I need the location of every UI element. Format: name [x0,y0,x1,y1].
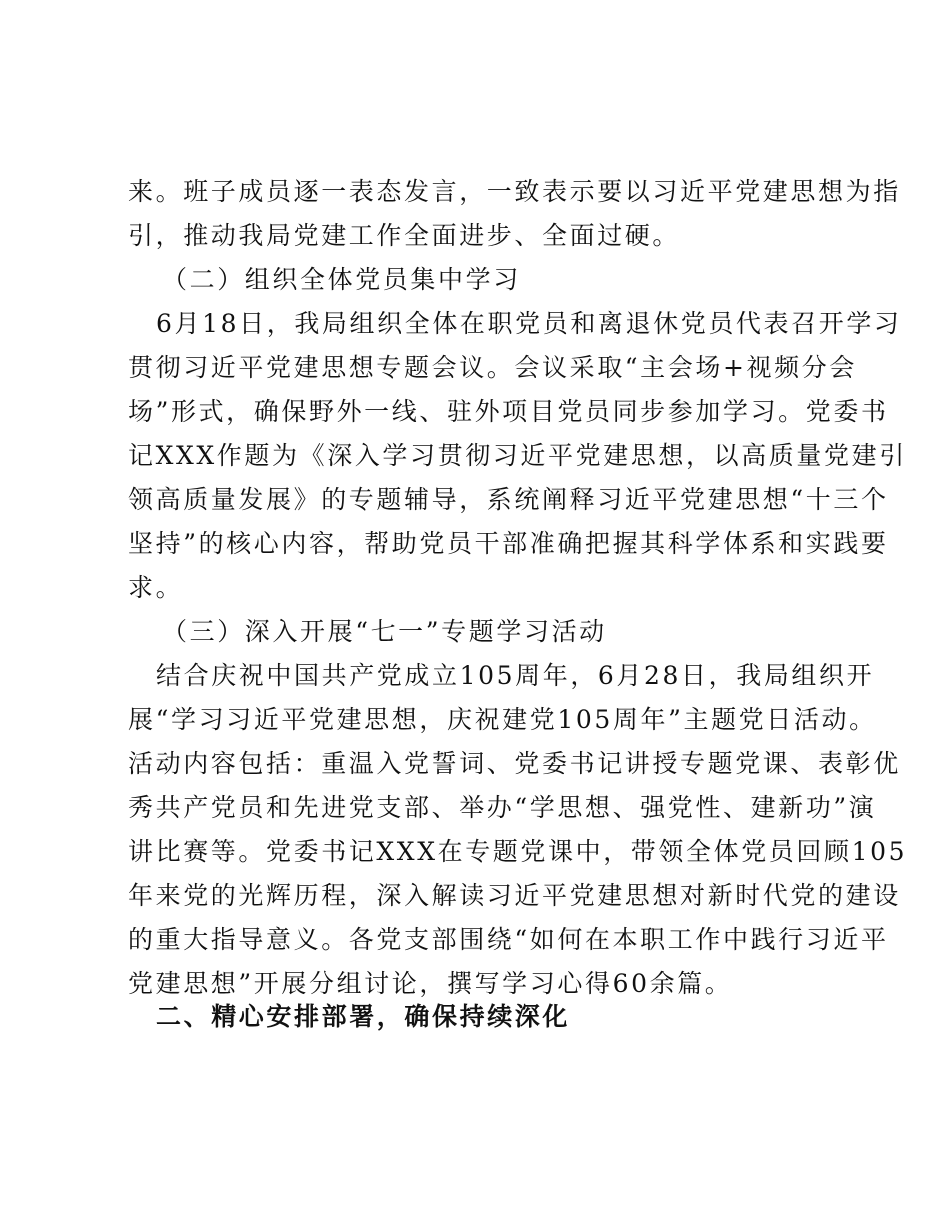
text-line: 的重大指导意义。各党支部围绕“如何在本职工作中践行习近平 [128,925,889,954]
subheading-text: （二）组织全体党员集中学习 [162,265,521,294]
subheading-text: （三）深入开展“七一”专题学习活动 [162,617,607,646]
text-line: 引，推动我局党建工作全面进步、全面过硬。 [128,221,681,250]
text-line: 活动内容包括：重温入党誓词、党委书记讲授专题党课、表彰优 [128,749,901,778]
paragraph-study-meeting [128,302,907,610]
subheading-3 [128,610,828,654]
subheading-2 [128,258,828,302]
section-heading [128,995,828,1039]
text-line: 年来党的光辉历程，深入解读习近平党建思想对新时代党的建设 [128,881,901,910]
text-line: 场”形式，确保野外一线、驻外项目党员同步参加学习。党委书 [128,397,889,426]
paragraph-july-activity [128,654,908,1006]
text-line: 领高质量发展》的专题辅导，系统阐释习近平党建思想“十三个 [128,485,889,514]
text-line: 坚持”的核心内容，帮助党员干部准确把握其科学体系和实践要 [128,529,889,558]
text-line: 贯彻习近平党建思想专题会议。会议采取“主会场+视频分会 [128,353,857,382]
text-line: 6月18日，我局组织全体在职党员和离退休党员代表召开学习 [156,309,902,338]
text-line: 结合庆祝中国共产党成立105周年，6月28日，我局组织开 [156,661,875,690]
text-line: 讲比赛等。党委书记XXX在专题党课中，带领全体党员回顾105 [128,837,908,866]
text-line: 展“学习习近平党建思想，庆祝建党105周年”主题党日活动。 [128,705,877,734]
text-line: 记XXX作题为《深入学习贯彻习近平党建思想，以高质量党建引 [128,441,907,470]
paragraph-continuation [128,170,901,258]
section-heading-text: 二、精心安排部署，确保持续深化 [156,1002,571,1031]
text-line: 秀共产党员和先进党支部、举办“学思想、强党性、建新功”演 [128,793,877,822]
text-line: 党建思想”开展分组讨论，撰写学习心得60余篇。 [128,969,733,998]
text-line: 求。 [128,573,184,602]
text-line: 来。班子成员逐一表态发言，一致表示要以习近平党建思想为指 [128,177,901,206]
